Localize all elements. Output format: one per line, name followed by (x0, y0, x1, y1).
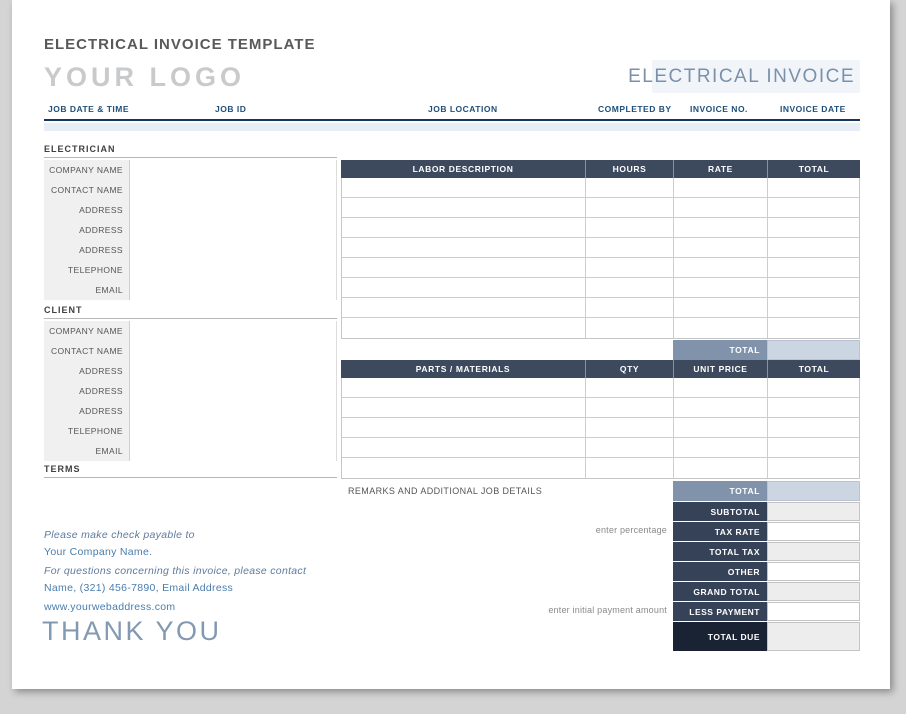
grand-total-value[interactable] (767, 582, 860, 601)
invoice-title: ELECTRICAL INVOICE (628, 66, 855, 87)
logo-placeholder: YOUR LOGO (44, 62, 246, 92)
labor-cell-description[interactable] (342, 198, 585, 217)
parts-cell-unit-price[interactable] (673, 458, 767, 478)
parts-cell-total[interactable] (767, 418, 859, 437)
labor-cell-hours[interactable] (585, 318, 673, 338)
parts-table (341, 360, 860, 479)
labor-header-total: TOTAL (767, 160, 860, 178)
total-due-label: TOTAL DUE (673, 622, 767, 651)
labor-row (342, 198, 859, 218)
total-tax-value[interactable] (767, 542, 860, 561)
total-due-row (673, 622, 860, 651)
less-payment-label: LESS PAYMENT (673, 602, 767, 621)
grand-total-row (673, 582, 860, 601)
labor-cell-description[interactable] (342, 258, 585, 277)
labor-row (342, 178, 859, 198)
label-invoice-no: INVOICE NO. (690, 104, 748, 114)
client-input-area[interactable] (130, 321, 337, 461)
labor-cell-rate[interactable] (673, 258, 767, 277)
labor-cell-rate[interactable] (673, 318, 767, 338)
parts-total-label: TOTAL (673, 481, 767, 501)
labor-row (342, 278, 859, 298)
electrician-field-labels (44, 160, 130, 300)
subtotal-value[interactable] (767, 502, 860, 521)
website-link[interactable]: www.yourwebaddress.com (44, 601, 176, 613)
labor-row (342, 218, 859, 238)
other-row (673, 562, 860, 581)
labor-cell-description[interactable] (342, 178, 585, 197)
terms-section-title: TERMS (44, 464, 337, 478)
parts-header-unit-price: UNIT PRICE (673, 360, 767, 378)
labor-cell-total[interactable] (767, 238, 859, 257)
labor-table (341, 160, 860, 339)
label-invoice-date: INVOICE DATE (780, 104, 846, 114)
labor-table-header (341, 160, 860, 178)
field-label: ADDRESS (79, 225, 123, 235)
check-payable-line: Please make check payable to (44, 529, 195, 541)
labor-cell-hours[interactable] (585, 278, 673, 297)
other-label: OTHER (673, 562, 767, 581)
field-label: CONTACT NAME (50, 185, 123, 195)
labor-cell-rate[interactable] (673, 198, 767, 217)
total-due-value[interactable] (767, 622, 860, 651)
field-label: ADDRESS (79, 406, 123, 416)
page-title: ELECTRICAL INVOICE TEMPLATE (44, 36, 316, 53)
labor-cell-total[interactable] (767, 258, 859, 277)
labor-total-value[interactable] (767, 340, 860, 360)
field-label: COMPANY NAME (49, 165, 123, 175)
field-label: ADDRESS (79, 366, 123, 376)
parts-header-total: TOTAL (767, 360, 860, 378)
parts-cell-total[interactable] (767, 458, 859, 478)
tax-rate-row (673, 522, 860, 541)
labor-cell-hours[interactable] (585, 298, 673, 317)
labor-row (342, 318, 859, 338)
parts-row (342, 418, 859, 438)
subtotal-label: SUBTOTAL (673, 502, 767, 521)
field-label: COMPANY NAME (49, 326, 123, 336)
field-label: CONTACT NAME (50, 346, 123, 356)
parts-row (342, 398, 859, 418)
parts-cell-materials[interactable] (342, 378, 585, 397)
meta-divider-rule (44, 119, 860, 121)
less-payment-hint: enter initial payment amount (548, 605, 667, 615)
subtotal-row (673, 502, 860, 521)
parts-header-qty: QTY (585, 360, 673, 378)
labor-cell-total[interactable] (767, 198, 859, 217)
total-tax-label: TOTAL TAX (673, 542, 767, 561)
tax-rate-hint: enter percentage (595, 525, 667, 535)
other-value[interactable] (767, 562, 860, 581)
labor-cell-total[interactable] (767, 298, 859, 317)
labor-header-description: LABOR DESCRIPTION (412, 164, 514, 174)
parts-row (342, 378, 859, 398)
labor-cell-hours[interactable] (585, 178, 673, 197)
parts-total-value[interactable] (767, 481, 860, 501)
company-name-line: Your Company Name. (44, 546, 153, 558)
labor-cell-total[interactable] (767, 278, 859, 297)
label-job-date-time: JOB DATE & TIME (48, 104, 130, 114)
labor-cell-hours[interactable] (585, 198, 673, 217)
labor-row (342, 298, 859, 318)
thank-you-text: THANK YOU (42, 616, 222, 646)
parts-cell-unit-price[interactable] (673, 438, 767, 457)
labor-cell-total[interactable] (767, 178, 859, 197)
less-payment-row (673, 602, 860, 621)
label-job-id: JOB ID (215, 104, 247, 114)
parts-cell-qty[interactable] (585, 378, 673, 397)
parts-cell-total[interactable] (767, 378, 859, 397)
labor-cell-description[interactable] (342, 238, 585, 257)
labor-cell-rate[interactable] (673, 238, 767, 257)
label-job-location: JOB LOCATION (428, 104, 498, 114)
parts-cell-qty[interactable] (585, 418, 673, 437)
labor-header-rate: RATE (673, 160, 767, 178)
electrician-section-title: ELECTRICIAN (44, 144, 337, 158)
parts-cell-qty[interactable] (585, 458, 673, 478)
labor-total-spacer (341, 340, 673, 360)
parts-cell-materials[interactable] (342, 458, 585, 478)
parts-cell-materials[interactable] (342, 438, 585, 457)
field-label: ADDRESS (79, 386, 123, 396)
labor-cell-total[interactable] (767, 218, 859, 237)
field-label: EMAIL (95, 285, 123, 295)
job-info-input-row[interactable] (44, 123, 860, 131)
invoice-page (12, 0, 890, 689)
parts-cell-unit-price[interactable] (673, 418, 767, 437)
field-label: EMAIL (95, 446, 123, 456)
client-section-title: CLIENT (44, 305, 337, 319)
labor-cell-hours[interactable] (585, 238, 673, 257)
client-field-labels (44, 321, 130, 461)
parts-cell-unit-price[interactable] (673, 378, 767, 397)
labor-cell-rate[interactable] (673, 218, 767, 237)
labor-cell-hours[interactable] (585, 258, 673, 277)
grand-total-label: GRAND TOTAL (673, 582, 767, 601)
electrician-panel (44, 160, 337, 300)
parts-row (342, 458, 859, 478)
labor-cell-description[interactable] (342, 298, 585, 317)
field-label: ADDRESS (79, 205, 123, 215)
label-completed-by: COMPLETED BY (598, 104, 672, 114)
client-panel (44, 321, 337, 461)
labor-cell-rate[interactable] (673, 178, 767, 197)
tax-rate-value[interactable] (767, 522, 860, 541)
less-payment-value[interactable] (767, 602, 860, 621)
parts-cell-materials[interactable] (342, 418, 585, 437)
parts-cell-unit-price[interactable] (673, 398, 767, 417)
field-label: TELEPHONE (67, 265, 123, 275)
labor-header-hours: HOURS (585, 160, 673, 178)
labor-row (342, 238, 859, 258)
labor-cell-total[interactable] (767, 318, 859, 338)
contact-details-line: Name, (321) 456-7890, Email Address (44, 582, 234, 594)
field-label: ADDRESS (79, 245, 123, 255)
labor-cell-description[interactable] (342, 218, 585, 237)
labor-cell-rate[interactable] (673, 278, 767, 297)
labor-cell-description[interactable] (342, 318, 585, 338)
labor-cell-description[interactable] (342, 278, 585, 297)
field-label: TELEPHONE (67, 426, 123, 436)
parts-cell-total[interactable] (767, 398, 859, 417)
parts-header-materials: PARTS / MATERIALS (415, 364, 511, 374)
labor-cell-rate[interactable] (673, 298, 767, 317)
labor-table-body (341, 178, 860, 339)
parts-table-body (341, 378, 860, 479)
parts-row (342, 438, 859, 458)
parts-cell-total[interactable] (767, 438, 859, 457)
labor-cell-hours[interactable] (585, 218, 673, 237)
parts-table-header (341, 360, 860, 378)
parts-cell-qty[interactable] (585, 398, 673, 417)
electrician-input-area[interactable] (130, 160, 337, 300)
remarks-label: REMARKS AND ADDITIONAL JOB DETAILS (348, 486, 543, 496)
parts-cell-qty[interactable] (585, 438, 673, 457)
parts-total-row (341, 481, 860, 501)
labor-row (342, 258, 859, 278)
tax-rate-label: TAX RATE (673, 522, 767, 541)
parts-cell-materials[interactable] (342, 398, 585, 417)
total-tax-row (673, 542, 860, 561)
labor-total-label: TOTAL (673, 340, 767, 360)
contact-intro-line: For questions concerning this invoice, please contact (44, 565, 307, 577)
labor-total-row (341, 340, 860, 360)
